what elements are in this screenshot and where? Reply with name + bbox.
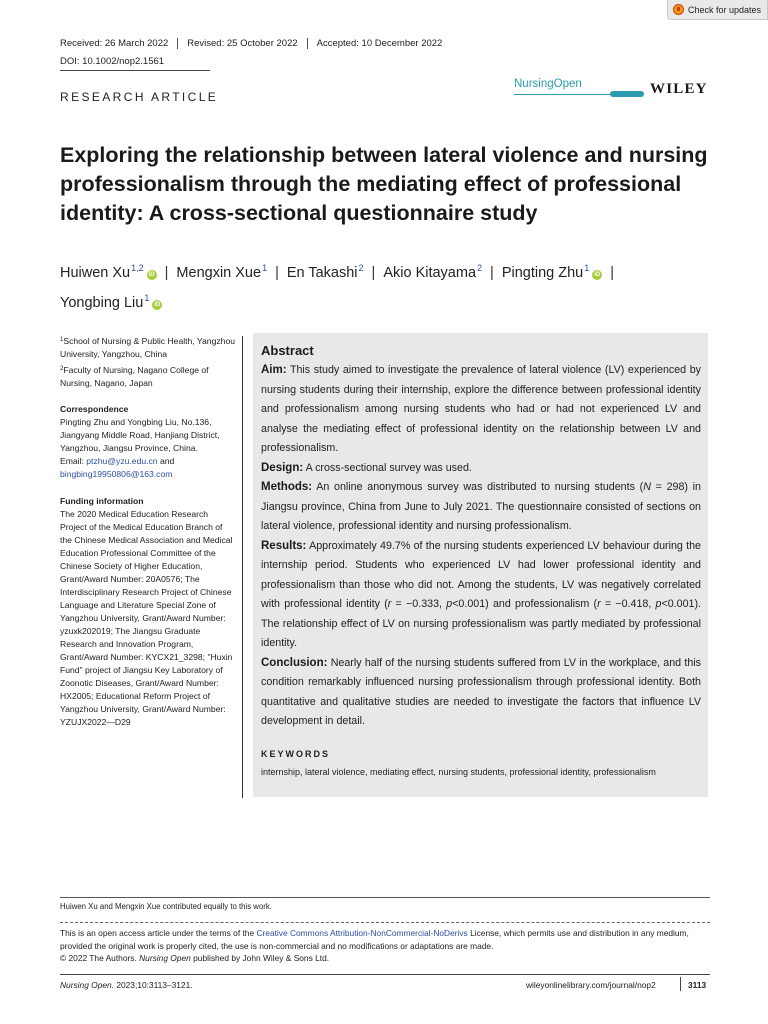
- author[interactable]: [287, 265, 364, 281]
- keywords-heading: KEYWORDS: [261, 749, 331, 759]
- abstract-results: [261, 537, 701, 654]
- separator: |: [610, 265, 615, 281]
- separator: |: [275, 265, 279, 281]
- author[interactable]: [383, 265, 482, 281]
- license-link[interactable]: Creative Commons Attribution-NonCommercial-NoDerivs: [256, 928, 468, 938]
- author-name: Mengxin Xue: [176, 265, 262, 281]
- author-name: Yongbing Liu: [60, 295, 144, 311]
- abstract-heading: Abstract: [261, 343, 314, 358]
- stat-r: r: [597, 598, 601, 610]
- affiliation-text: Faculty of Nursing, Nagano College of Nursing, Nagano, Japan: [60, 365, 209, 388]
- journal-logo: [514, 78, 582, 90]
- results-text: = −0.418,: [600, 598, 656, 610]
- correspondence-text: Pingting Zhu and Yongbing Liu, No.136, Jiangyang Middle Road, Hanjiang District, Yangzhou, Jiangsu Province, China.: [60, 417, 220, 453]
- abstract: [261, 341, 701, 732]
- abstract-aim: [261, 361, 701, 459]
- stat-r: r: [387, 598, 392, 610]
- author-affiliation-sup: 1: [584, 263, 590, 273]
- author-affiliation-sup: 2: [358, 263, 364, 273]
- author-affiliation-sup: 1: [144, 293, 150, 303]
- article-history: [60, 38, 451, 49]
- column-divider: [242, 336, 243, 798]
- aim-label: Aim:: [261, 364, 287, 376]
- license-part: This is an open access article under the terms of the: [60, 928, 257, 938]
- conjunction: and: [159, 456, 175, 466]
- revised-date: Revised: 25 October 2022: [177, 38, 306, 49]
- author-affiliation-sup: 2: [477, 263, 483, 273]
- funding-heading: Funding information: [60, 496, 144, 506]
- author-list: [60, 256, 720, 316]
- check-for-updates-label: Check for updates: [688, 5, 762, 15]
- conclusion-text: Nearly half of the nursing students suffered from LV in the workplace, and this condition remarkably influenced nursing professionalism through professional identity. Both quantitative and qualitative studies are needed to investigate the factors that influence LV development in detail.: [261, 656, 701, 727]
- abstract-design: [261, 459, 701, 479]
- copyright: © 2022 The Authors.: [60, 953, 140, 964]
- separator: |: [371, 265, 376, 281]
- methods-n: N: [643, 481, 651, 493]
- publisher-logo: WILEY: [650, 81, 708, 97]
- author-name: Pingting Zhu: [501, 265, 584, 281]
- citation-journal: Nursing Open.: [60, 980, 114, 990]
- conclusion-label: Conclusion:: [261, 656, 328, 669]
- results-text: Approximately 49.7% of the nursing students experienced LV behaviour during the internship period. Students who experienced LV had lower professional identity and professionalism than those who did not. Among the students, LV was negatively correlated with professional identity (: [261, 539, 701, 610]
- design-label: Design:: [261, 461, 304, 474]
- correspondence: [60, 403, 236, 481]
- results-text: = −0.333,: [391, 598, 447, 610]
- orcid-icon[interactable]: iD: [148, 272, 155, 278]
- email-link[interactable]: ptzhu@yzu.edu.cn: [86, 456, 158, 466]
- author[interactable]: [502, 265, 602, 281]
- article-type: RESEARCH ARTICLE: [60, 90, 219, 104]
- separator: |: [490, 265, 494, 281]
- stat-p: p: [446, 598, 453, 610]
- dashed-divider: [60, 922, 710, 923]
- keywords-text: internship, lateral violence, mediating effect, nursing students, professional identity, professionalism: [261, 767, 656, 777]
- abstract-conclusion: [261, 654, 701, 732]
- crossmark-icon: [673, 4, 684, 15]
- design-text: A cross-sectional survey was used.: [305, 461, 472, 474]
- affiliation-sup: 2: [60, 366, 64, 372]
- footnote-divider: [60, 897, 710, 898]
- correspondence-heading: Correspondence: [60, 404, 129, 414]
- methods-text: An online anonymous survey was distributed to nursing students (: [316, 481, 644, 493]
- author-name: En Takashi: [286, 265, 358, 281]
- abstract-methods: [261, 478, 701, 537]
- methods-label: Methods:: [261, 481, 313, 493]
- license-part: License, which permits use and distribution in any medium, provided the original work is properly cited, the use is non-commercial and no modifications or adaptations are made.: [60, 928, 689, 951]
- page-separator: [680, 977, 681, 991]
- affiliation-2: [60, 363, 236, 390]
- affiliation-text: School of Nursing & Public Health, Yangzhou University, Yangzhou, China: [60, 336, 236, 359]
- accepted-date: Accepted: 10 December 2022: [307, 38, 452, 49]
- author[interactable]: [60, 265, 157, 281]
- author-affiliation-sup: 1,2: [131, 263, 144, 273]
- doi: DOI: 10.1002/nop2.1561: [60, 56, 165, 67]
- results-text: <0.001). The relationship effect of LV on nursing professionalism was partly mediated by professional identity.: [261, 598, 702, 649]
- affiliation-1: [60, 334, 236, 361]
- stat-p: p: [655, 598, 662, 610]
- separator: |: [164, 265, 169, 281]
- check-for-updates-button[interactable]: [667, 0, 768, 20]
- author[interactable]: [176, 265, 267, 281]
- email-label: Email:: [60, 456, 84, 466]
- email-link[interactable]: bingbing19950806@163.com: [60, 469, 173, 479]
- methods-text: = 298) in Jiangsu province, China from June to July 2021. The questionnaire consisted of sections on lateral violence, professional identity and nursing professionalism.: [261, 481, 702, 532]
- results-text: <0.001) and professionalism (: [452, 598, 598, 610]
- open-access-badge: [610, 91, 644, 97]
- journal-logo-name-b: Open: [553, 78, 582, 90]
- journal-logo-name-a: Nursing: [514, 78, 554, 90]
- footer-divider: [60, 974, 710, 975]
- aim-text: This study aimed to investigate the prevalence of lateral violence (LV) experienced by nursing students during their internship, explore the difference between professional identity and professionalism among nursing students who had or had not experienced LV and analyse the mediating effect of professional identity on the relationship between LV and professionalism.: [261, 364, 701, 454]
- funding-information: [60, 495, 236, 729]
- journal-url[interactable]: wileyonlinelibrary.com/journal/nop2: [526, 980, 656, 990]
- affiliation-sup: 1: [60, 337, 64, 343]
- orcid-icon[interactable]: iD: [154, 302, 161, 308]
- copyright-journal: Nursing Open: [139, 953, 191, 964]
- footnote: Huiwen Xu and Mengxin Xue contributed equally to this work.: [60, 902, 272, 911]
- author-name: Akio Kitayama: [383, 265, 477, 281]
- results-label: Results:: [261, 539, 307, 552]
- funding-text: The 2020 Medical Education Research Project of the Medical Education Branch of the Chinese Medical Association and Medical Education Professional Committee of the Chinese Society of Higher Education, Grant/Award Number: 20A0576; The Interdisciplinary Research Project of Chinese Language and Literature Special Zone of Yangzhou University, Grant/Award Number: yzuxk202019; The Jiangsu Graduate Research and Innovation Program, Grant/Award Number: KYCX21_3298; "Huxin Fund" project of Jiangsu Key Laboratory of Zoonotic Diseases, Grant/Award Number: HX2005; Educational Reform Project of Yangzhou University, Grant/Award Number: YZUJX2022—D29: [60, 509, 233, 727]
- author-affiliation-sup: 1: [262, 263, 268, 273]
- citation-volume: 2023;10:3113–3121.: [114, 980, 193, 990]
- received-date: Received: 26 March 2022: [60, 38, 169, 49]
- article-title: Exploring the relationship between lateral violence and nursing professionalism through the mediating effect of professional identity: A cross-sectional questionnaire study: [60, 143, 708, 225]
- page-number: 3113: [688, 980, 707, 990]
- citation: [60, 980, 193, 990]
- author[interactable]: [60, 295, 162, 311]
- orcid-icon[interactable]: iD: [594, 272, 601, 278]
- author-name: Huiwen Xu: [60, 265, 131, 281]
- divider: [60, 70, 210, 71]
- copyright-publisher: published by John Wiley & Sons Ltd.: [190, 953, 330, 964]
- license-text: [60, 927, 710, 965]
